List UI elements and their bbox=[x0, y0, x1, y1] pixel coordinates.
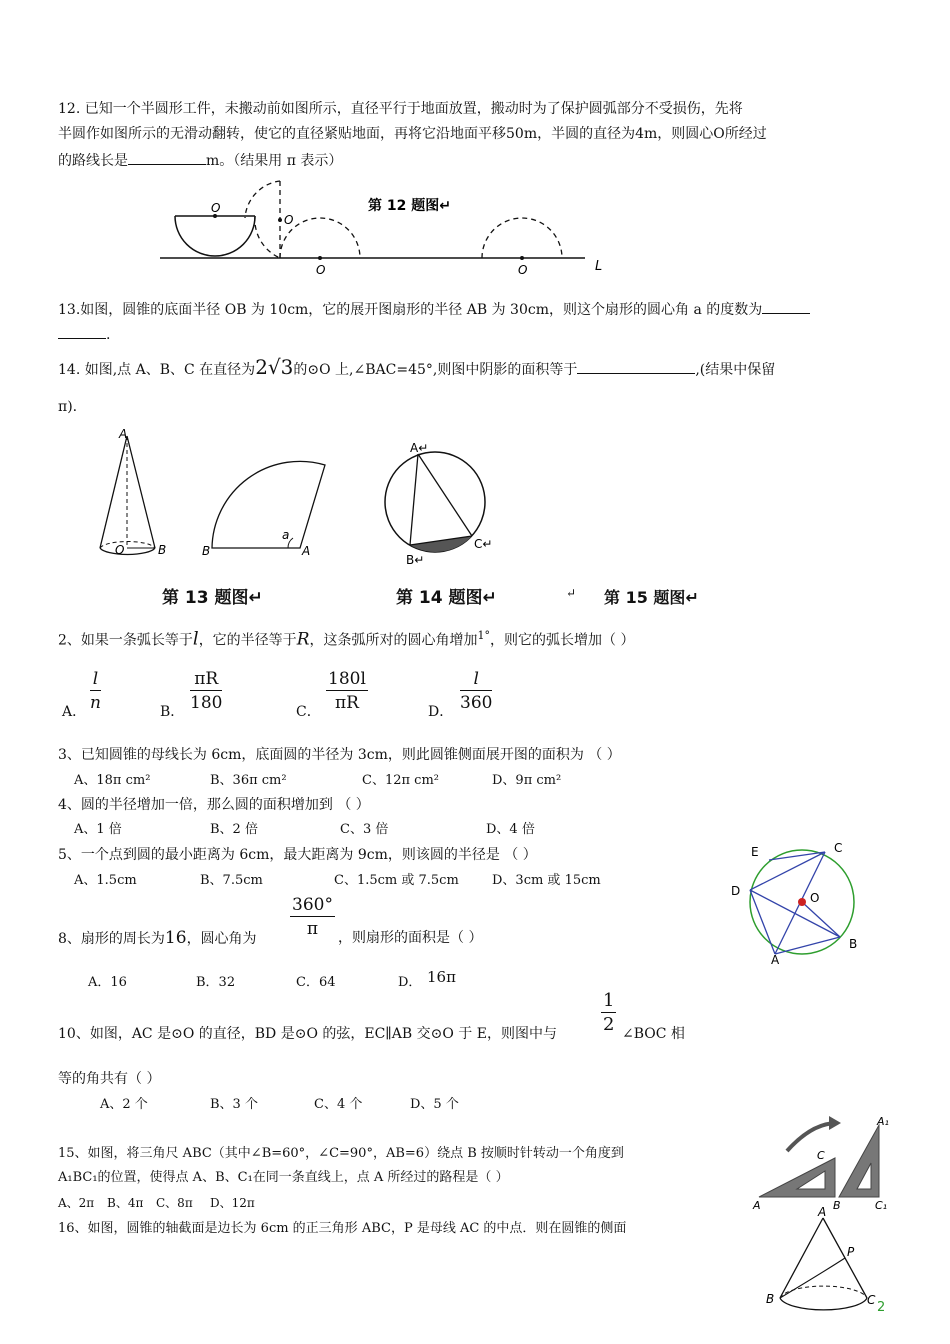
q12-line1: 12. 已知一个半圆形工件，未搬动前如图所示，直径平行于地面放置，搬动时为了保护圆弧部分不受损伤，先将 bbox=[58, 101, 743, 117]
caption-mark: ↵ bbox=[566, 586, 577, 600]
caption-15: 第 15 题图↵ bbox=[604, 588, 699, 607]
q3-option-c: C、12π cm² bbox=[362, 773, 439, 788]
q8-perimeter: 16 bbox=[164, 928, 187, 948]
circle-label-a: A↵ bbox=[410, 441, 429, 455]
q14-line1 bbox=[58, 355, 776, 379]
q10-label-a: A bbox=[771, 953, 780, 967]
q10-option-a: A、2 个 bbox=[100, 1097, 148, 1112]
q8-angle-frac bbox=[290, 894, 335, 941]
q10-half-frac bbox=[601, 990, 616, 1037]
sector-label-alpha: a bbox=[282, 528, 290, 542]
q5-stem: 5、一个点到圆的最小距离为 6cm，最大距离为 9cm，则该圆的半径是 （ ） bbox=[58, 847, 537, 863]
q12-caption: 第 12 题图↵ bbox=[368, 198, 451, 214]
q16-label-a: A bbox=[818, 1205, 827, 1219]
q3-option-b: B、36π cm² bbox=[210, 773, 287, 788]
q2-option-d-num: l bbox=[460, 668, 492, 691]
q2-option-a-label: A． bbox=[62, 704, 87, 720]
q2-option-a-num: l bbox=[90, 668, 101, 691]
q2-option-a-frac bbox=[90, 668, 101, 715]
q2-option-c-num: 180l bbox=[328, 669, 366, 689]
q16-label-b: B bbox=[766, 1292, 775, 1306]
circle-figure-14 bbox=[380, 440, 500, 570]
q16-line1: 16、如图，圆锥的轴截面是边长为 6cm 的正三角形 ABC，P 是母线 AC 的中点．则在圆锥的侧面 bbox=[58, 1221, 627, 1236]
q14-diameter: 2√3 bbox=[255, 355, 294, 379]
q14-blank bbox=[577, 359, 695, 374]
q14-tail: ,(结果中保留 bbox=[695, 362, 776, 378]
q2-text-b: ，它的半径等于 bbox=[198, 632, 297, 649]
q15-option-c: C、8π bbox=[156, 1196, 193, 1210]
q4-option-b: B、2 倍 bbox=[210, 822, 258, 837]
q10-text-b: ∠BOC 相 bbox=[622, 1026, 685, 1042]
circle-label-b: B↵ bbox=[406, 553, 425, 567]
q2-text-a: 2、如果一条弧长等于 bbox=[58, 632, 193, 649]
q13-blank-b bbox=[58, 324, 106, 339]
q5-option-c: C、1.5cm 或 7.5cm bbox=[334, 873, 459, 888]
q15-line1: 15、如图，将三角尺 ABC（其中∠B=60°，∠C=90°，AB=6）绕点 B 按顺时针转动一个角度到 bbox=[58, 1146, 624, 1161]
q8-option-d: D． bbox=[398, 975, 422, 990]
q2-var-r: R bbox=[296, 629, 310, 650]
q10-label-d: D bbox=[731, 884, 741, 898]
q12-label-o1: O bbox=[211, 201, 221, 215]
q10-figure bbox=[731, 840, 885, 967]
sector-label-b: B bbox=[202, 544, 211, 558]
q12-line3-prefix: 的路线长是 bbox=[58, 153, 128, 169]
q16-label-c: C bbox=[867, 1293, 876, 1307]
q2-option-d-label: D． bbox=[428, 704, 454, 720]
q13-line1 bbox=[58, 299, 810, 319]
q16-label-p: P bbox=[847, 1245, 855, 1259]
q4-option-c: C、3 倍 bbox=[340, 822, 389, 837]
q10-half-num: 1 bbox=[603, 990, 615, 1011]
q2-option-b-frac bbox=[190, 668, 222, 715]
q5-option-a: A、1.5cm bbox=[74, 873, 137, 888]
q14-suffix: 的⊙O 上,∠BAC=45°,则图中阴影的面积等于 bbox=[293, 362, 578, 378]
q15-option-a: A、2π bbox=[58, 1196, 95, 1210]
q15-label-c: C bbox=[817, 1149, 825, 1162]
q15-label-a: A bbox=[753, 1199, 761, 1212]
cone-label-o: O bbox=[115, 543, 125, 557]
q8-angle-num: 360° bbox=[292, 895, 333, 915]
q2-option-d-den: 360 bbox=[460, 693, 493, 713]
q4-option-d: D、4 倍 bbox=[486, 822, 535, 837]
q10-line2: 等的角共有（ ） bbox=[58, 1071, 161, 1087]
sector-figure-13 bbox=[200, 445, 330, 560]
q15-figure bbox=[753, 1113, 892, 1212]
q12-label-l: L bbox=[595, 259, 603, 274]
q8-stem bbox=[58, 929, 257, 948]
q13-blank-a bbox=[762, 299, 810, 314]
q8-option-b: B．32 bbox=[196, 975, 236, 990]
q2-text-c: ，这条弧所对的圆心角增加 bbox=[309, 632, 478, 649]
q12-line3 bbox=[58, 150, 342, 170]
q14-prefix: 14. 如图,点 A、B、C 在直径为 bbox=[58, 362, 256, 378]
q2-option-c-frac bbox=[326, 668, 368, 715]
q8-text-c: ，则扇形的面积是（ ） bbox=[338, 930, 483, 946]
q4-option-a: A、1 倍 bbox=[74, 822, 122, 837]
q13-text: 13.如图，圆锥的底面半径 OB 为 10cm，它的展开图扇形的半径 AB 为 30cm，则这个扇形的圆心角 a 的度数为 bbox=[58, 302, 763, 318]
q16-figure bbox=[765, 1206, 895, 1316]
page-number: 2 bbox=[877, 1300, 886, 1315]
q8-angle-den: π bbox=[306, 919, 319, 939]
circle-label-c: C↵ bbox=[474, 537, 493, 551]
q15-option-d: D、12π bbox=[210, 1196, 255, 1210]
q2-option-d-frac bbox=[460, 668, 492, 715]
q2-degree: 1° bbox=[477, 629, 490, 642]
q3-option-d: D、9π cm² bbox=[492, 773, 562, 788]
q10-half-den: 2 bbox=[603, 1014, 615, 1035]
q8-option-d-value: 16π bbox=[427, 968, 456, 986]
q2-option-c-label: C． bbox=[296, 704, 321, 720]
cone-label-a: A bbox=[119, 427, 128, 441]
q5-option-b: B、7.5cm bbox=[200, 873, 263, 888]
q10-option-c: C、4 个 bbox=[314, 1097, 363, 1112]
q8-option-c: C．64 bbox=[296, 975, 336, 990]
caption-14: 第 14 题图↵ bbox=[396, 588, 497, 608]
q10-option-d: D、5 个 bbox=[410, 1097, 459, 1112]
q3-option-a: A、18π cm² bbox=[74, 773, 151, 788]
q4-stem: 4、圆的半径增加一倍，那么圆的面积增加到 （ ） bbox=[58, 797, 370, 813]
q10-text-a: 10、如图，AC 是⊙O 的直径，BD 是⊙O 的弦，EC∥AB 交⊙O 于 E，则图中与 bbox=[58, 1026, 557, 1042]
q12-line2: 半圆作如图所示的无滑动翻转，使它的直径紧贴地面，再将它沿地面平移50m，半圆的直径为4m，则圆心O所经过 bbox=[58, 126, 767, 142]
q15-label-a1: A₁ bbox=[877, 1115, 889, 1128]
q8-text-b: ，圆心角为 bbox=[186, 931, 257, 947]
q14-line2: π). bbox=[58, 399, 78, 415]
q10-label-b: B bbox=[849, 937, 858, 951]
cone-label-b: B bbox=[158, 543, 167, 557]
q2-option-c-den: πR bbox=[334, 693, 359, 713]
sector-label-a: A bbox=[302, 544, 311, 558]
q5-option-d: D、3cm 或 15cm bbox=[492, 873, 601, 888]
q8-text-a: 8、扇形的周长为 bbox=[58, 931, 165, 947]
caption-13: 第 13 题图↵ bbox=[162, 588, 263, 608]
q12-line3-suffix: m。（结果用 π 表示） bbox=[206, 153, 343, 169]
q12-label-o4: O bbox=[518, 263, 528, 277]
q10-label-e: E bbox=[751, 845, 759, 859]
q15-label-b: B bbox=[833, 1199, 841, 1212]
q2-option-b-num: πR bbox=[190, 668, 222, 691]
q12-figure bbox=[155, 178, 615, 277]
q8-option-a: A．16 bbox=[88, 975, 127, 990]
q12-label-o2: O bbox=[284, 213, 294, 227]
q10-label-c: C bbox=[834, 841, 843, 855]
q10-option-b: B、3 个 bbox=[210, 1097, 258, 1112]
q12-answer-blank bbox=[128, 150, 206, 165]
cone-figure-13 bbox=[95, 428, 175, 563]
q15-line2: A₁BC₁的位置，使得点 A、B、C₁在同一条直线上，点 A 所经过的路程是（ ） bbox=[58, 1170, 509, 1185]
q13-line2 bbox=[58, 324, 110, 344]
q2-var-l: l bbox=[192, 628, 199, 650]
q15-option-b: B、4π bbox=[107, 1196, 144, 1210]
q12-label-o3: O bbox=[316, 263, 326, 277]
q15-label-c1: C₁ bbox=[875, 1199, 888, 1212]
q2-text-d: ，则它的弧长增加（ ） bbox=[490, 632, 635, 649]
q2-stem bbox=[58, 627, 634, 650]
q2-option-a-den: n bbox=[90, 693, 101, 713]
q2-option-b-den: 180 bbox=[190, 693, 223, 713]
q2-option-b-label: B． bbox=[160, 704, 185, 720]
q3-stem: 3、已知圆锥的母线长为 6cm，底面圆的半径为 3cm，则此圆锥侧面展开图的面积为 （ ） bbox=[58, 747, 621, 763]
q13-suffix: . bbox=[106, 327, 111, 343]
q10-label-o: O bbox=[810, 891, 820, 905]
